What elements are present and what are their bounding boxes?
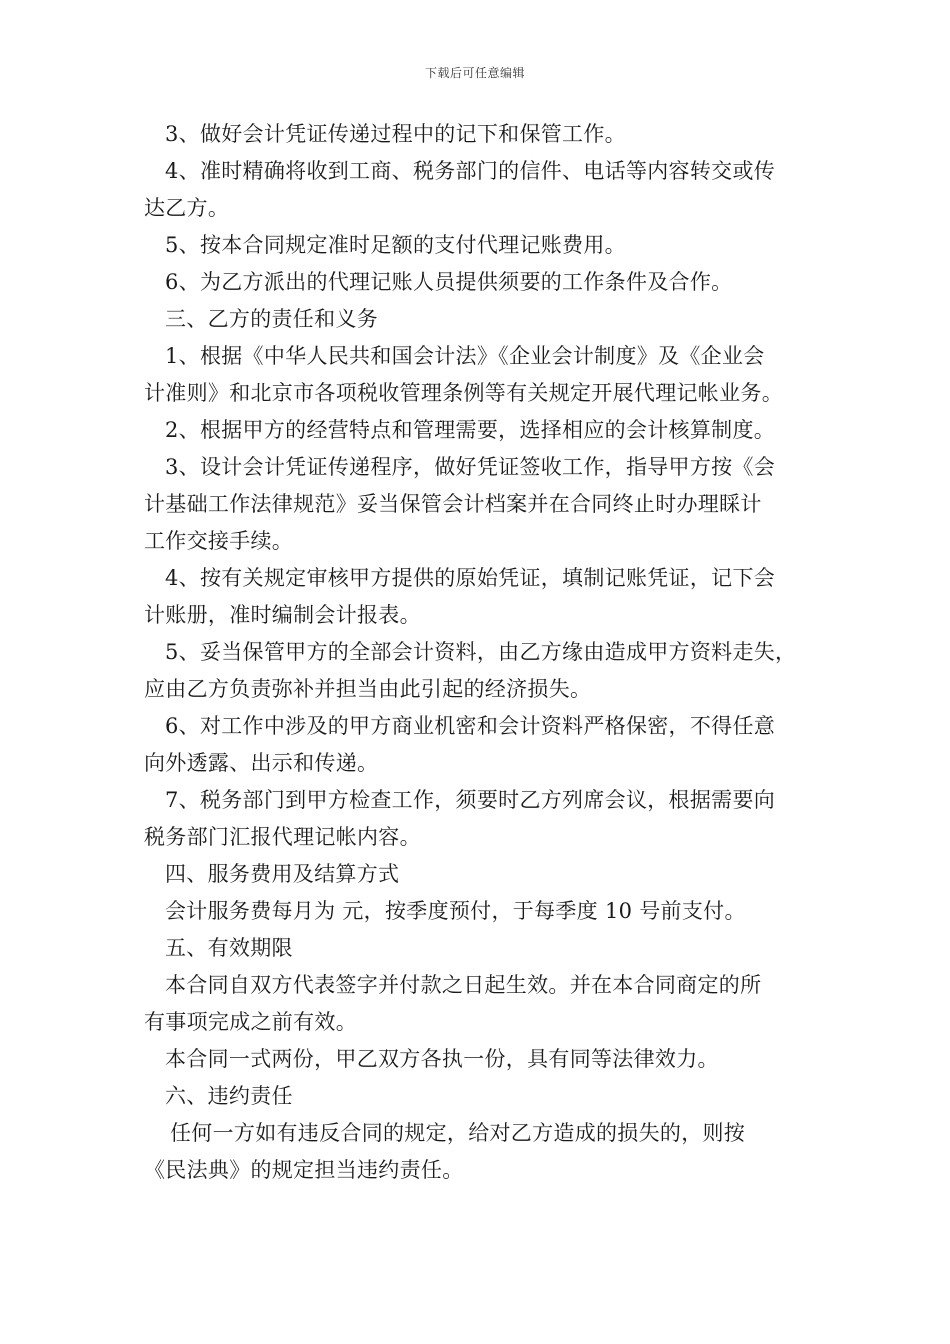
- clause-b2: 2、根据甲方的经营特点和管理需要，选择相应的会计核算制度。: [165, 418, 776, 442]
- clause-b3-line3: 工作交接手续。: [144, 529, 294, 553]
- clause-a6: 6、为乙方派出的代理记账人员提供须要的工作条件及合作。: [165, 270, 733, 294]
- validity-clause-line1: 本合同自双方代表签字并付款之日起生效。并在本合同商定的所: [165, 973, 762, 997]
- clause-b4-line1: 4、按有关规定审核甲方提供的原始凭证，填制记账凭证，记下会: [165, 566, 776, 590]
- section-heading-3: 三、乙方的责任和义务: [165, 307, 378, 331]
- clause-b1-line1: 1、根据《中华人民共和国会计法》《企业会计制度》及《企业会: [165, 344, 765, 368]
- liability-clause-line1: 任何一方如有违反合同的规定，给对乙方造成的损失的，则按: [170, 1121, 746, 1145]
- clause-b3-line2: 计基础工作法律规范》妥当保管会计档案并在合同终止时办理睬计: [144, 492, 762, 516]
- fee-clause: 会计服务费每月为 元，按季度预付，于每季度 10 号前支付。: [165, 899, 746, 923]
- section-heading-6: 六、违约责任: [165, 1084, 293, 1108]
- clause-b7-line2: 税务部门汇报代理记帐内容。: [144, 825, 421, 849]
- section-heading-4: 四、服务费用及结算方式: [165, 862, 400, 886]
- clause-a5: 5、按本合同规定准时足额的支付代理记账费用。: [165, 233, 626, 257]
- clause-b5-line2: 应由乙方负责弥补并担当由此引起的经济损失。: [144, 677, 592, 701]
- clause-a4-line2: 达乙方。: [144, 196, 230, 220]
- clause-a3: 3、做好会计凭证传递过程中的记下和保管工作。: [165, 122, 626, 146]
- document-body: [144, 116, 812, 1189]
- clause-b3-line1: 3、设计会计凭证传递程序，做好凭证签收工作，指导甲方按《会: [165, 455, 776, 479]
- section-heading-5: 五、有效期限: [165, 936, 293, 960]
- clause-b7-line1: 7、税务部门到甲方检查工作，须要时乙方列席会议，根据需要向: [165, 788, 776, 812]
- liability-clause-line2: 《民法典》的规定担当违约责任。: [144, 1158, 464, 1182]
- validity-clause-line2: 有事项完成之前有效。: [144, 1010, 357, 1034]
- clause-a4-line1: 4、准时精确将收到工商、税务部门的信件、电话等内容转交或传: [165, 159, 776, 183]
- clause-b5-line1: 5、妥当保管甲方的全部会计资料，由乙方缘由造成甲方资料走失，: [165, 640, 797, 664]
- page-header: 下载后可任意编辑: [424, 66, 525, 80]
- clause-b4-line2: 计账册，准时编制会计报表。: [144, 603, 421, 627]
- clause-b1-line2: 计准则》和北京市各项税收管理条例等有关规定开展代理记帐业务。: [144, 381, 783, 405]
- clause-b6-line1: 6、对工作中涉及的甲方商业机密和会计资料严格保密，不得任意: [165, 714, 776, 738]
- clause-b6-line2: 向外透露、出示和传递。: [144, 751, 379, 775]
- copies-clause: 本合同一式两份，甲乙双方各执一份，具有同等法律效力。: [165, 1047, 719, 1071]
